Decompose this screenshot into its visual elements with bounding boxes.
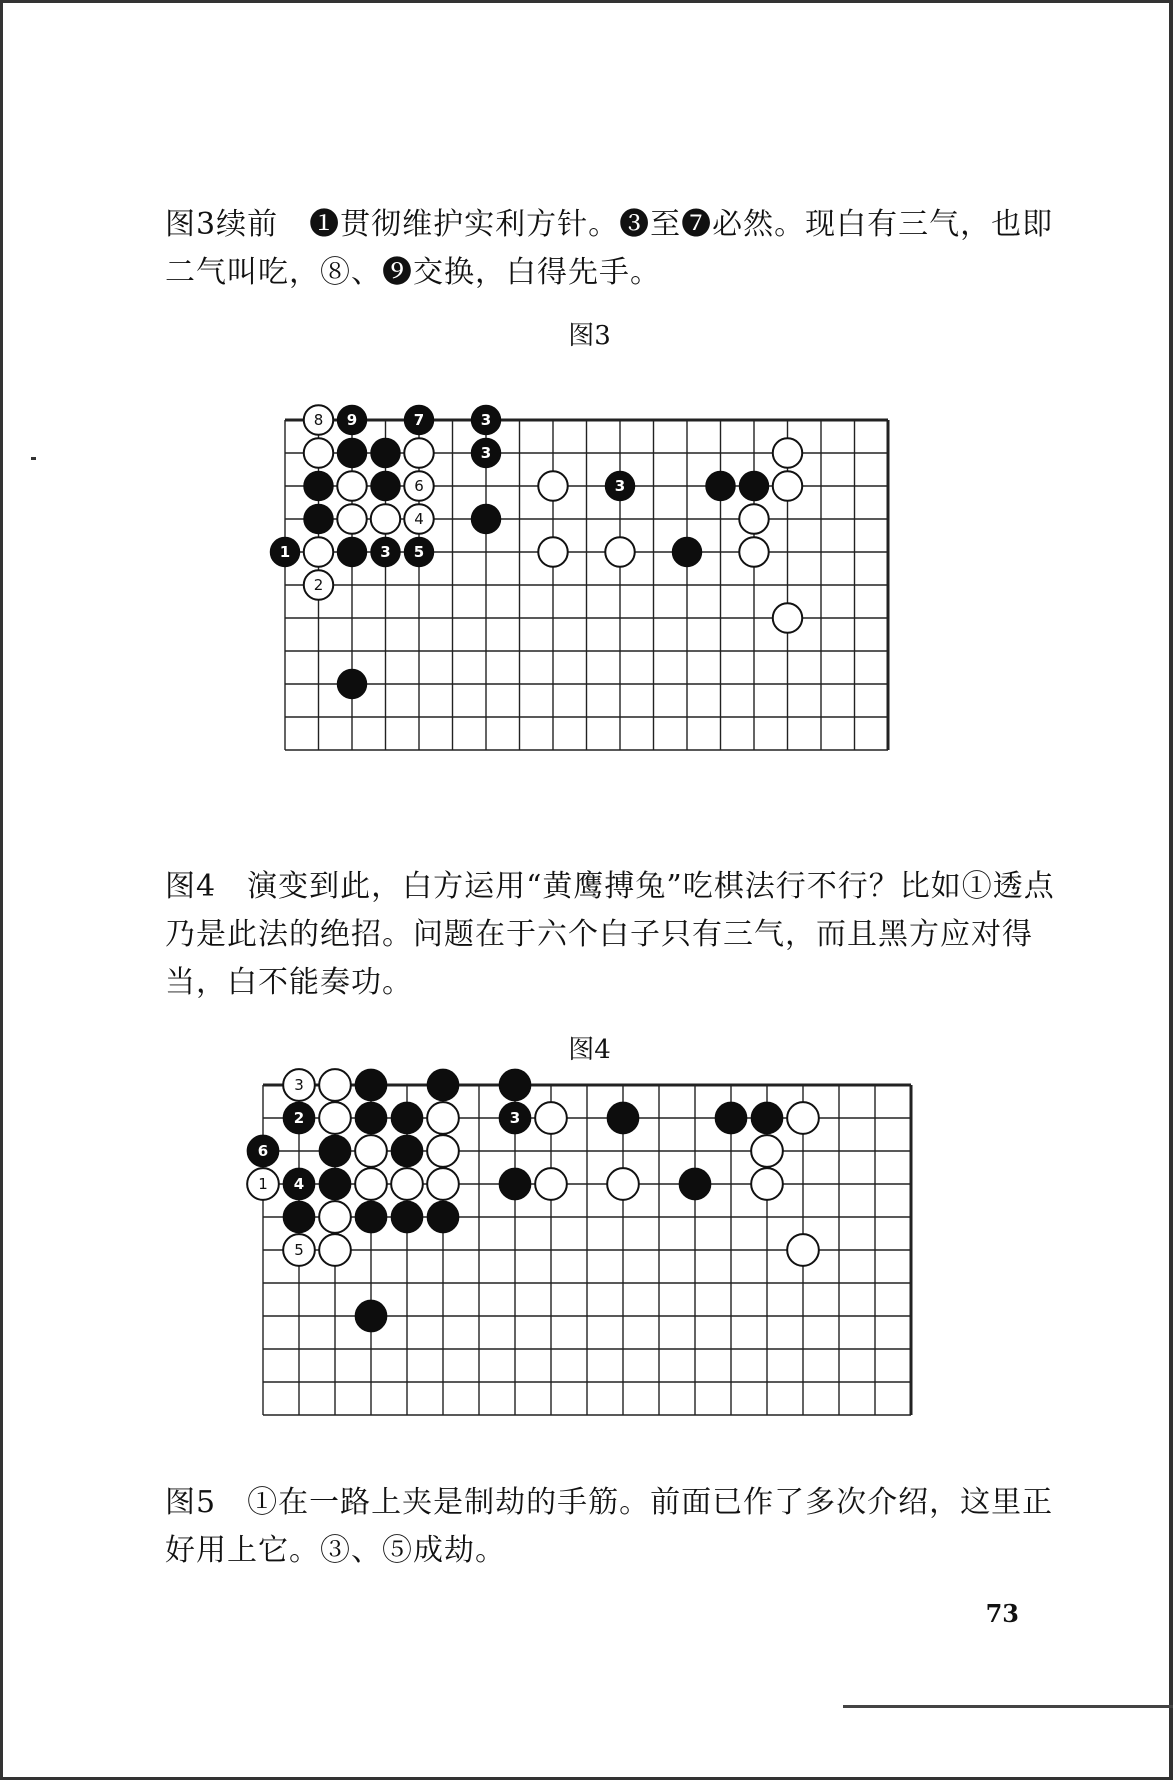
- move-number-label: 3: [480, 444, 492, 462]
- black-stone: [337, 537, 366, 566]
- white-stone: [773, 471, 802, 500]
- black-stone: [337, 438, 366, 467]
- move-number-label: 3: [294, 1076, 304, 1094]
- white-stone: [787, 1102, 819, 1134]
- white-stone: [427, 1102, 459, 1134]
- move-number-label: 3: [509, 1109, 521, 1127]
- black-stone: [337, 669, 366, 698]
- paragraph-fig5-note: 图5 ①在一路上夹是制劫的手筋。前面已作了多次介绍，这里正好用上它。③、⑤成劫。: [165, 1485, 1054, 1568]
- black-stone: [751, 1102, 783, 1134]
- move-number-label: 2: [313, 576, 324, 594]
- white-stone: [787, 1234, 819, 1266]
- print-speck: [31, 457, 36, 460]
- white-stone: [427, 1168, 459, 1200]
- go-board-figure-3: [281, 408, 941, 768]
- black-stone: [427, 1201, 459, 1233]
- move-number-label: 3: [614, 477, 626, 495]
- white-stone: [739, 537, 768, 566]
- white-stone: [538, 471, 567, 500]
- white-stone: [404, 438, 433, 467]
- page-number: 73: [985, 1599, 1019, 1628]
- black-stone: [304, 504, 333, 533]
- white-stone: [739, 504, 768, 533]
- black-stone: [319, 1168, 351, 1200]
- black-stone: [355, 1102, 387, 1134]
- white-stone: [319, 1069, 351, 1101]
- white-stone: [427, 1135, 459, 1167]
- white-stone: [535, 1102, 567, 1134]
- move-number-label: 9: [346, 411, 358, 429]
- white-stone: [319, 1102, 351, 1134]
- move-number-label: 7: [413, 411, 425, 429]
- black-stone: [607, 1102, 639, 1134]
- black-stone: [371, 471, 400, 500]
- move-number-label: 1: [279, 543, 291, 561]
- white-stone: [538, 537, 567, 566]
- white-stone: [337, 471, 366, 500]
- move-number-label: 6: [414, 477, 424, 495]
- white-stone: [605, 537, 634, 566]
- move-number-label: 4: [414, 510, 424, 528]
- white-stone: [337, 504, 366, 533]
- white-stone: [773, 603, 802, 632]
- move-number-label: 3: [480, 411, 492, 429]
- black-stone: [499, 1168, 531, 1200]
- black-stone: [427, 1069, 459, 1101]
- black-stone: [471, 504, 500, 533]
- white-stone: [391, 1168, 423, 1200]
- black-stone: [304, 471, 333, 500]
- white-stone: [319, 1234, 351, 1266]
- move-number-label: 1: [258, 1175, 268, 1193]
- move-number-label: 4: [293, 1175, 305, 1193]
- move-number-label: 6: [257, 1142, 269, 1160]
- footer-rule: [843, 1705, 1173, 1708]
- black-stone: [391, 1102, 423, 1134]
- white-stone: [773, 438, 802, 467]
- board-grid: [285, 420, 888, 750]
- white-stone: [355, 1168, 387, 1200]
- black-stone: [679, 1168, 711, 1200]
- black-stone: [319, 1135, 351, 1167]
- black-stone: [283, 1201, 315, 1233]
- white-stone: [371, 504, 400, 533]
- black-stone: [371, 438, 400, 467]
- paragraph-fig3-note: 图3续前 ❶贯彻维护实利方针。❸至❼必然。现白有三气，也即二气叫吃，⑧、❾交换，白得先手。: [165, 207, 1054, 290]
- figure-4-caption: 图4: [568, 1035, 611, 1065]
- white-stone: [304, 537, 333, 566]
- white-stone: [751, 1168, 783, 1200]
- black-stone: [355, 1069, 387, 1101]
- move-number-label: 8: [313, 411, 324, 429]
- white-stone: [535, 1168, 567, 1200]
- black-stone: [672, 537, 701, 566]
- white-stone: [304, 438, 333, 467]
- go-board-figure-4: [259, 1071, 959, 1447]
- black-stone: [355, 1300, 387, 1332]
- paragraph-fig4-note: 图4 演变到此，白方运用“黄鹰搏兔”吃棋法行不行？比如①透点乃是此法的绝招。问题在于六个白子只有三气，而且黑方应对得当，白不能奏功。: [165, 869, 1055, 1000]
- figure-3-caption: 图3: [568, 321, 611, 351]
- move-number-label: 3: [380, 543, 391, 561]
- white-stone: [319, 1201, 351, 1233]
- white-stone: [607, 1168, 639, 1200]
- black-stone: [391, 1201, 423, 1233]
- black-stone: [706, 471, 735, 500]
- move-number-label: 5: [413, 543, 425, 561]
- move-number-label: 2: [293, 1109, 305, 1127]
- black-stone: [739, 471, 768, 500]
- black-stone: [391, 1135, 423, 1167]
- black-stone: [499, 1069, 531, 1101]
- move-number-label: 5: [294, 1241, 304, 1259]
- white-stone: [751, 1135, 783, 1167]
- black-stone: [355, 1201, 387, 1233]
- white-stone: [355, 1135, 387, 1167]
- black-stone: [715, 1102, 747, 1134]
